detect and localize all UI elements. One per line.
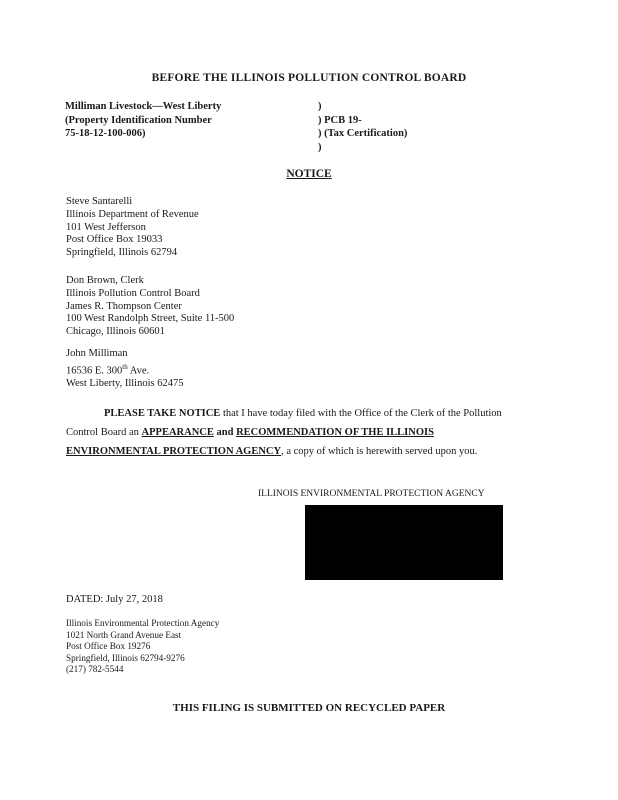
address-line: Chicago, Illinois 60601 — [66, 326, 165, 338]
address-line: James R. Thompson Center — [66, 300, 182, 312]
addressee-revenue — [66, 196, 199, 260]
notice-paragraph — [66, 404, 536, 461]
paragraph-text: , a copy of which is herewith served upon you. — [281, 446, 478, 457]
signature-agency: ILLINOIS ENVIRONMENTAL PROTECTION AGENCY — [258, 489, 485, 499]
recommendation-title-cont: ENVIRONMENTAL PROTECTION AGENCY — [66, 446, 282, 457]
address-line: 100 West Randolph Street, Suite 11-500 — [66, 313, 235, 325]
please-take-notice: PLEASE TAKE NOTICE — [104, 408, 221, 419]
case-caption-right — [318, 100, 407, 154]
street-prefix: 16536 E. 300 — [66, 365, 123, 377]
addressee-clerk — [66, 275, 234, 339]
caption-line: ) (Tax Certification) — [318, 128, 408, 139]
address-line: 1021 North Grand Avenue East — [66, 629, 182, 640]
caption-line: (Property Identification Number — [65, 114, 212, 126]
address-line: Post Office Box 19033 — [66, 234, 163, 246]
caption-line: ) PCB 19- — [318, 114, 362, 126]
appearance-title: APPEARANCE — [141, 427, 214, 438]
redacted-signature-block — [305, 505, 503, 580]
case-caption-left — [65, 100, 221, 141]
paragraph-text: Control Board an — [66, 427, 142, 438]
caption-line: ) — [318, 101, 322, 112]
address-line: Steve Santarelli — [66, 196, 133, 207]
address-line — [66, 361, 183, 378]
notice-heading: NOTICE — [286, 168, 332, 180]
address-line: Post Office Box 19276 — [66, 641, 151, 652]
address-line: Illinois Department of Revenue — [66, 208, 199, 220]
address-line: 101 West Jefferson — [66, 221, 146, 233]
address-line: Illinois Environmental Protection Agency — [66, 618, 220, 628]
street-ordinal: th — [122, 362, 128, 371]
address-line: (217) 782-5544 — [66, 664, 124, 675]
caption-line: 75-18-12-100-006) — [65, 128, 146, 139]
paragraph-line — [66, 423, 536, 442]
address-line: Illinois Pollution Control Board — [66, 287, 200, 299]
addressee-milliman — [66, 348, 183, 391]
address-line: Springfield, Illinois 62794 — [66, 247, 178, 259]
caption-line: Milliman Livestock—West Liberty — [65, 101, 222, 112]
recommendation-title: RECOMMENDATION OF THE ILLINOIS — [236, 427, 434, 438]
address-line: Springfield, Illinois 62794-9276 — [66, 652, 185, 663]
paragraph-line — [66, 442, 536, 461]
paragraph-text: that I have today filed with the Office of the Clerk of the Pollution — [220, 408, 502, 419]
address-line: West Liberty, Illinois 62475 — [66, 378, 184, 390]
paragraph-line — [66, 404, 536, 423]
agency-address — [66, 618, 219, 676]
address-line: Don Brown, Clerk — [66, 275, 144, 286]
address-line: John Milliman — [66, 348, 128, 359]
document-title: BEFORE THE ILLINOIS POLLUTION CONTROL BOARD — [151, 72, 467, 84]
caption-line: ) — [318, 141, 322, 153]
street-suffix: Ave. — [127, 365, 150, 377]
date-line: DATED: July 27, 2018 — [66, 594, 163, 605]
and-word: and — [213, 427, 237, 438]
recycled-paper-notice: THIS FILING IS SUBMITTED ON RECYCLED PAPER — [172, 702, 446, 714]
